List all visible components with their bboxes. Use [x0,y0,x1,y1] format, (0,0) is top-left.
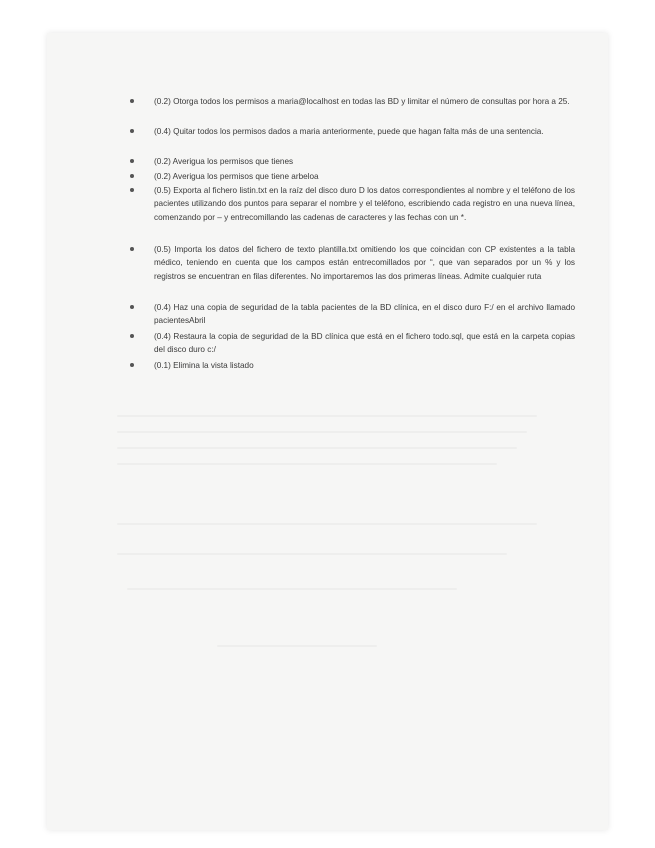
bullet-icon [130,174,134,178]
list-item [154,301,575,328]
list-item-text: (0.5) Importa los datos del fichero de texto plantilla.txt omitiendo los que coincidan con CP existentes a la tabla médico, teniendo en cuenta que los campos están entrecomillados por “, que van separados por un % y los registros se encuentran en filas diferentes. No importaremos las dos primeras líneas. Admite cualquier ruta [154,245,575,281]
list-item-text: (0.2) Otorga todos los permisos a maria@localhost en todas las BD y limitar el número de consultas por hora a 25. [154,97,570,106]
list-item-text: (0.2) Averigua los permisos que tiene arbeloa [154,172,319,181]
list-item-text: (0.4) Quitar todos los permisos dados a maria anteriormente, puede que hagan falta más de una sentencia. [154,127,544,136]
bullet-icon [130,247,134,251]
exercise-list [47,33,608,830]
list-item-text: (0.5) Exporta al fichero listin.txt en la raíz del disco duro D los datos correspondientes al nombre y el teléfono de los pacientes utilizando dos puntos para separar el nombre y el teléfono, escribiendo cada registro en una nueva línea, comenzando por – y entrecomillando las cadenas de caracteres y las fechas con un *. [154,186,575,222]
list-item-text: (0.4) Haz una copia de seguridad de la tabla pacientes de la BD clínica, en el disco duro F:/ en el archivo llamado pacientesAbril [154,303,575,326]
list-item-text: (0.1) Elimina la vista listado [154,361,254,370]
bullet-icon [130,99,134,103]
list-item [154,243,575,283]
list-item [154,184,575,224]
list-item [154,155,575,168]
list-item [154,330,575,357]
list-item [154,95,575,108]
list-item-text: (0.4) Restaura la copia de seguridad de la BD clínica que está en el fichero todo.sql, que está en la carpeta copias del disco duro c:/ [154,332,575,355]
bullet-icon [130,188,134,192]
list-item [154,125,575,138]
bullet-icon [130,129,134,133]
list-item-text: (0.2) Averigua los permisos que tienes [154,157,294,166]
bullet-icon [130,159,134,163]
bullet-icon [130,305,134,309]
paper-sheet [47,33,608,830]
bullet-icon [130,363,134,367]
bullet-icon [130,334,134,338]
list-item [154,359,575,372]
list-item [154,170,575,183]
